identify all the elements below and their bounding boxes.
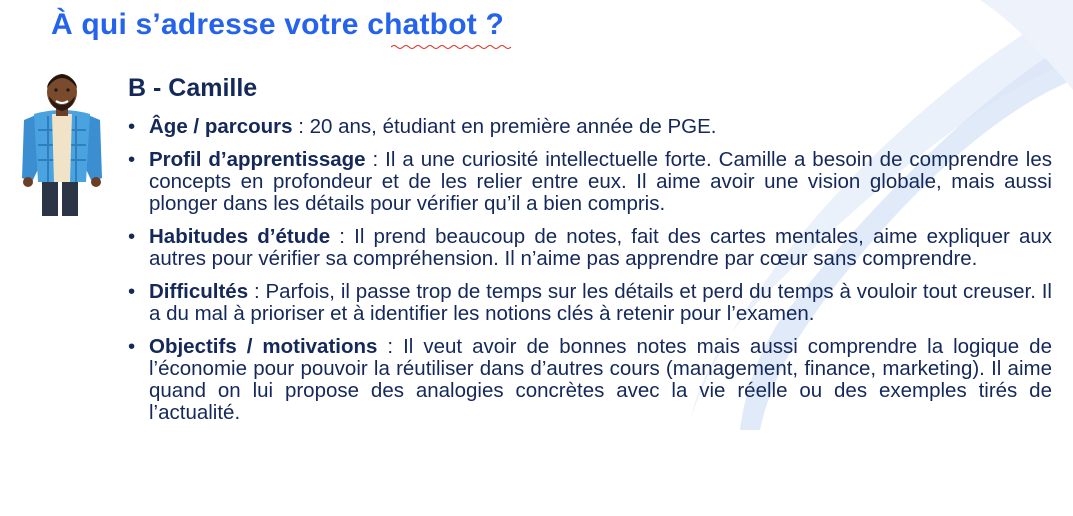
bullet-icon: • (128, 115, 136, 138)
item-text: : Il veut avoir de bonnes notes mais aussi comprendre la logique de l’économie pour pouvoir la réutiliser dans d’autres cours (management, finance, marketing). Il aime quand on lui propose des analogies concrètes avec la vie réelle ou des exemples tirés de l’actualité. (149, 335, 1052, 424)
item-text: : Il a une curiosité intellectuelle forte. Camille a besoin de comprendre les concepts en profondeur et de les relier entre eux. Il aime avoir une vision globale, mais aussi plonger dans les détails pour vérifier qu’il a bien compris. (149, 148, 1052, 215)
bullet-icon: • (128, 225, 136, 248)
bullet-icon: • (128, 280, 136, 303)
bullet-icon: • (128, 335, 136, 358)
item-label: Âge / parcours (149, 115, 293, 138)
bullet-icon: • (128, 148, 136, 171)
persona-avatar (18, 70, 106, 216)
list-item-age (128, 116, 1052, 138)
spellcheck-underline (391, 44, 513, 50)
list-item-learning-profile (128, 149, 1052, 215)
list-item-study-habits (128, 226, 1052, 270)
item-text: : Il prend beaucoup de notes, fait des cartes mentales, aime expliquer aux autres pour vérifier sa compréhension. Il n’aime pas apprendre par cœur sans comprendre. (149, 225, 1053, 270)
item-label: Profil d’apprentissage (149, 148, 366, 171)
item-text: : 20 ans, étudiant en première année de PGE. (292, 115, 717, 138)
persona-details-list (128, 116, 1052, 435)
item-label: Difficultés (149, 280, 249, 303)
list-item-objectives (128, 336, 1052, 424)
persona-name: B - Camille (128, 74, 258, 102)
item-text: : Parfois, il passe trop de temps sur les détails et perd du temps à vouloir tout creuser. Il a du mal à prioriser et à identifier les notions clés à retenir pour l’examen. (149, 280, 1052, 325)
page-title: À qui s’adresse votre chatbot ? (51, 8, 504, 41)
item-label: Habitudes d’étude (149, 225, 331, 248)
item-label: Objectifs / motivations (149, 335, 378, 358)
list-item-difficulties (128, 281, 1052, 325)
